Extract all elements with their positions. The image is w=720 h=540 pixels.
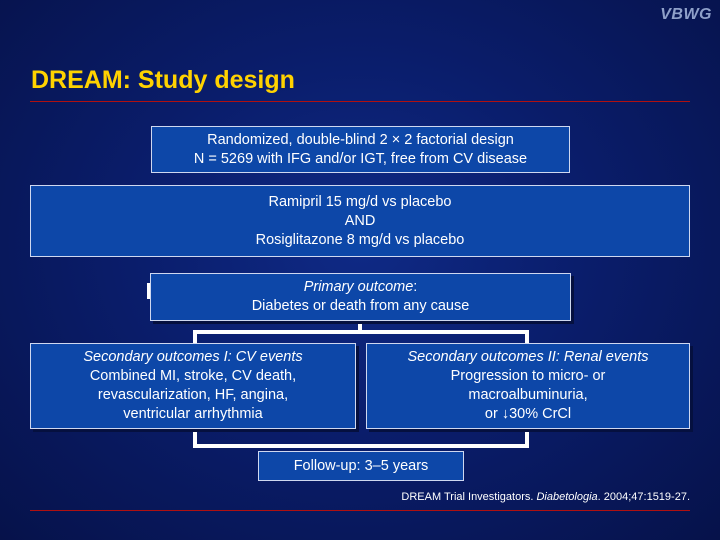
- secondary-renal-line-4: [485, 405, 571, 424]
- secondary-cv-heading: Secondary outcomes I: CV events: [83, 349, 303, 365]
- connector-followup-right: [525, 430, 529, 446]
- connector-bracket-stem: [358, 320, 362, 332]
- secondary-cv-line-4: ventricular arrhythmia: [123, 406, 263, 422]
- followup-text: Follow-up: 3–5 years: [293, 457, 429, 474]
- primary-outcome-box: [150, 273, 571, 321]
- primary-outcome-colon: :: [413, 279, 418, 295]
- down-arrow-icon: ↓: [501, 406, 510, 422]
- treatment-box: [30, 185, 690, 257]
- secondary-cv-line-3: revascularization, HF, angina,: [97, 387, 289, 403]
- citation-authors: DREAM Trial Investigators.: [401, 491, 537, 503]
- design-box: [151, 126, 570, 173]
- connector-followup-left: [193, 430, 197, 446]
- followup-box: [258, 451, 464, 481]
- connector-followup-horizontal: [193, 444, 529, 448]
- secondary-renal-line-4-suffix: 30% CrCl: [509, 406, 572, 422]
- treatment-line-3: Rosiglitazone 8 mg/d vs placebo: [255, 231, 465, 248]
- treatment-line-1: Ramipril 15 mg/d vs placebo: [268, 193, 452, 210]
- secondary-renal-line-2: Progression to micro- or: [450, 368, 606, 384]
- design-line-2: N = 5269 with IFG and/or IGT, free from CV disease: [193, 150, 528, 167]
- vbwg-logo: VBWG: [660, 6, 712, 23]
- treatment-line-2: AND: [344, 212, 376, 229]
- secondary-cv-box: [30, 343, 356, 429]
- title-divider: [30, 101, 690, 102]
- design-line-1: Randomized, double-blind 2 × 2 factorial design: [207, 131, 514, 148]
- secondary-renal-line-4-prefix: or: [484, 406, 502, 422]
- citation-journal: Diabetologia: [536, 491, 598, 503]
- slide-title: DREAM: Study design: [31, 66, 295, 94]
- primary-outcome-text: Diabetes or death from any cause: [251, 298, 470, 314]
- footer-divider: [30, 510, 690, 511]
- citation-details: . 2004;47:1519-27.: [597, 491, 690, 503]
- secondary-renal-heading: Secondary outcomes II: Renal events: [407, 349, 649, 365]
- secondary-cv-line-2: Combined MI, stroke, CV death,: [89, 368, 297, 384]
- citation: [401, 491, 690, 503]
- secondary-renal-box: [366, 343, 690, 429]
- primary-outcome-heading-line: [304, 278, 418, 297]
- primary-outcome-heading: Primary outcome: [303, 279, 414, 295]
- connector-bracket-right: [525, 330, 529, 344]
- secondary-renal-line-3: macroalbuminuria,: [468, 387, 588, 403]
- connector-bracket-left: [193, 330, 197, 344]
